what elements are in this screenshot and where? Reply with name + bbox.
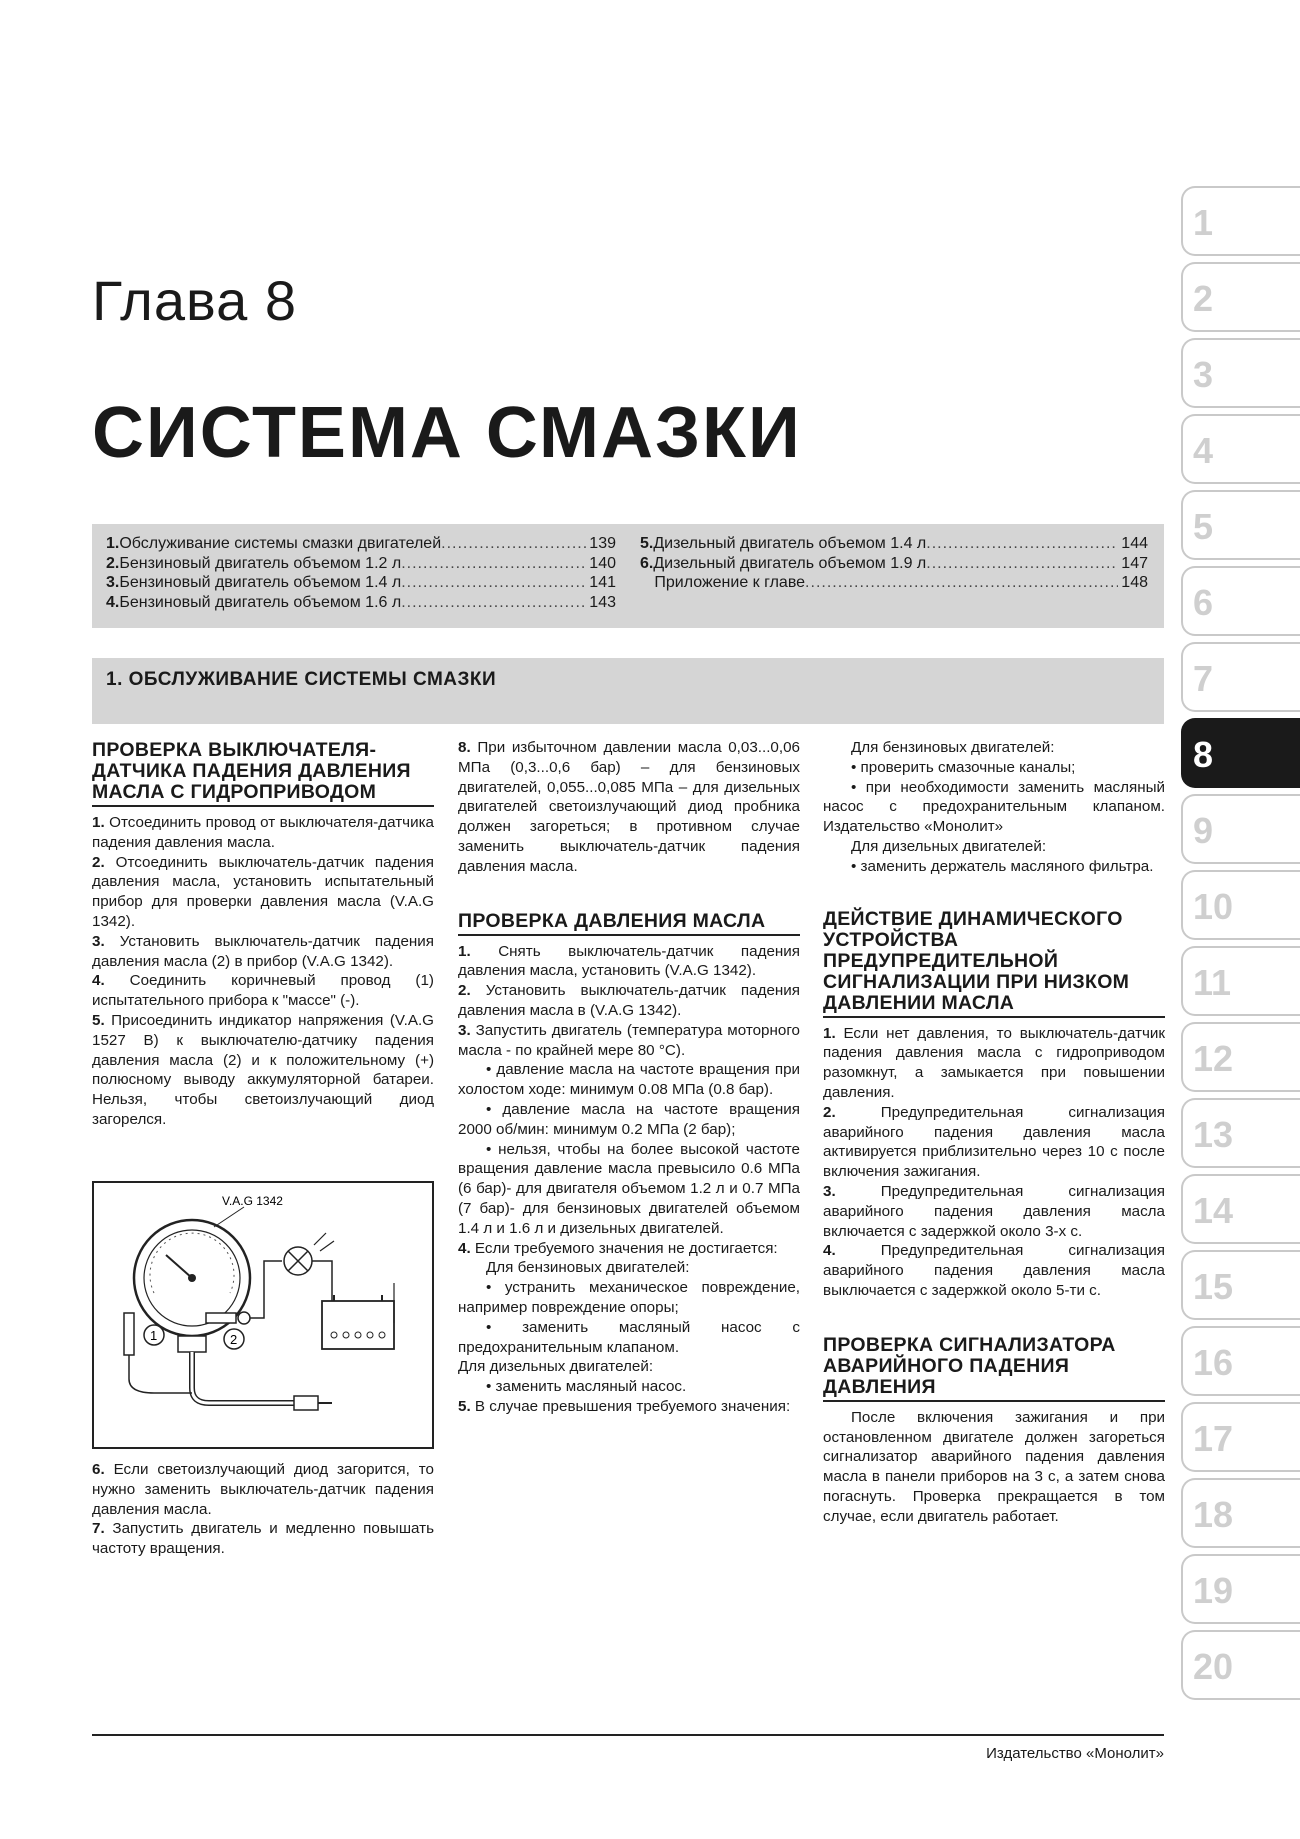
step-number: 8. [458,739,471,756]
toc-item[interactable] [106,534,616,554]
step-text: Снять выключатель-датчик падения давления масла, установить (V.A.G 1342). [458,942,800,980]
toc-item-page: 141 [589,574,616,591]
subgroup-label: Для дизельных двигателей: [458,1358,654,1376]
step-item [823,1024,1165,1103]
step-text: Отсоединить выключатель-датчик падения давления масла, установить испытательный прибор для проверки давления масла (V.A.G 1342). [92,853,434,930]
column-1-continued [92,1460,434,1559]
chapter-tab-18[interactable]: 18 [1181,1478,1300,1548]
chapter-tab-17[interactable]: 17 [1181,1402,1300,1472]
bullet-item: • проверить смазочные каналы; [851,758,1076,776]
step-text: Предупредительная сигнализация аварийного падения давления масла включается с задержкой около 3-х с. [823,1182,1165,1240]
step-text: Если нет давления, то выключатель-датчик падения давления масла с гидроприводом разомкнут, а замыкается при повышении давления. [823,1024,1165,1101]
bullet-item: • давление масла на частоте вращения 2000 об/мин: минимум 0.2 МПа (2 бар); [458,1100,800,1138]
step-number: 4. [823,1242,836,1260]
step-number: 3. [458,1021,471,1039]
step-item [458,1397,800,1417]
step-text: Предупредительная сигнализация аварийного падения давления масла активируется приблизительно через 10 с после включения зажигания. [823,1103,1165,1181]
chapter-tab-1[interactable]: 1 [1181,186,1300,256]
toc-item-page: 144 [1121,535,1148,552]
battery [322,1301,394,1349]
wire-to-battery [312,1261,332,1301]
step-number: 1. [458,942,471,960]
column-1 [92,740,434,1130]
step-item [458,942,800,982]
subgroup-label: Для бензиновых двигателей: [851,739,1055,756]
section-heading: 1. ОБСЛУЖИВАНИЕ СИСТЕМЫ СМАЗКИ [106,669,497,690]
step-item [92,1011,434,1130]
toc-item-title: Обслуживание системы смазки двигателей [119,535,442,552]
step-number: 7. [92,1520,105,1538]
step-item [458,1239,800,1259]
bullet-item: • устранить механическое повреждение, например повреждение опоры; [458,1279,800,1316]
chapter-tab-20[interactable]: 20 [1181,1630,1300,1700]
step-number: 4. [92,972,105,990]
subgroup-label: Для бензиновых двигателей: [486,1259,690,1277]
step-number: 4. [458,1239,471,1257]
step-number: 3. [823,1182,836,1200]
chapter-title: СИСТЕМА СМАЗКИ [92,393,802,473]
light-ray-1 [314,1233,326,1245]
step-text: Предупредительная сигнализация аварийного падения давления масла выключается с задержкой около 5-ти с. [823,1242,1165,1299]
figure-label: V.A.G 1342 [222,1194,283,1208]
hose-outer [192,1352,294,1403]
diagram-svg [94,1183,432,1447]
step-text: Соединить коричневый провод (1) испытательного прибора к "массе" (-). [92,972,434,1010]
toc-item-number: 4. [106,593,120,611]
gauge-stem [178,1336,206,1352]
callout-2: 2 [230,1332,238,1347]
step-item [458,1021,800,1061]
label-leader-line [214,1207,244,1227]
toc-item-number: 1. [106,535,120,552]
step-text: Установить выключатель-датчик падения давления масла (2) в прибор (V.A.G 1342). [92,932,434,970]
hose-fitting [294,1396,318,1410]
step-number: 3. [92,932,105,950]
section-heading-bar [92,658,1164,724]
sensor-body [206,1313,236,1323]
chapter-tab-2[interactable]: 2 [1181,262,1300,332]
step-number: 1. [823,1024,836,1042]
chapter-tab-7[interactable]: 7 [1181,642,1300,712]
toc-item-page: 143 [589,593,616,611]
toc-item-number: 6. [640,554,654,572]
toc-leader [805,573,1118,593]
toc-leader [926,554,1118,574]
toc-item-number: 5. [640,535,654,552]
step-item [458,738,800,877]
toc-item-title: Дизельный двигатель объемом 1.9 л [653,554,927,572]
step-number: 2. [823,1103,836,1121]
chapter-label: Глава 8 [92,269,297,332]
chapter-tab-13[interactable]: 13 [1181,1098,1300,1168]
bullet-item: • нельзя, чтобы на более высокой частоте вращения давление масла превысило 0.6 МПа (6 бар)- для двигателя объемом 1.2 л и 0.7 МПа (7 бар)- для бензиновых двигателей объемом 1.4 л и 1.6 л и дизельных двигателей. [458,1140,800,1237]
column-3 [823,738,1165,1527]
step-number: 5. [92,1011,105,1029]
chapter-tab-3[interactable]: 3 [1181,338,1300,408]
hose-inner [192,1352,294,1403]
step-item [92,813,434,853]
callout-1: 1 [150,1328,158,1343]
toc-item[interactable] [640,534,1148,554]
chapter-tab-9[interactable]: 9 [1181,794,1300,864]
gauge-needle [166,1255,192,1278]
step-item [823,1241,1165,1300]
col2-heading: ПРОВЕРКА ДАВЛЕНИЯ МАСЛА [458,911,800,936]
col3-heading-2: ПРОВЕРКА СИГНАЛИЗАТОРА АВАРИЙНОГО ПАДЕНИЯ ДАВЛЕНИЯ [823,1335,1165,1402]
footer-publisher: Издательство «Монолит» [986,1745,1164,1762]
step-item [458,981,800,1021]
step-text: Запустить двигатель (температура моторного масла - по крайней мере 80 °C). [458,1021,800,1059]
step-number: 6. [92,1461,105,1478]
step-number: 5. [458,1397,471,1415]
toc-item-page: 148 [1121,574,1148,591]
step-number: 2. [458,982,471,1000]
toc-item-title: Бензиновый двигатель объемом 1.2 л [119,554,402,572]
chapter-tab-11[interactable]: 11 [1181,946,1300,1016]
step-number: 1. [92,814,105,831]
pressure-tester-diagram [92,1181,434,1449]
brown-wire-clip [124,1313,134,1355]
footer-rule [92,1734,1164,1736]
step-text: Установить выключатель-датчик падения давления масла в (V.A.G 1342). [458,982,800,1019]
toc-item[interactable] [640,573,1148,593]
step-text: В случае превышения требуемого значения: [474,1397,791,1415]
toc-item-title: Дизельный двигатель объемом 1.4 л [653,535,927,552]
toc-leader [401,593,586,613]
step-item [823,1103,1165,1182]
column-2 [458,738,800,1417]
toc-right-column [640,534,1148,593]
bullet-item: • давление масла на частоте вращения при холостом ходе: минимум 0.08 МПа (0.8 бар). [458,1061,800,1099]
toc-item[interactable] [640,554,1148,574]
col1-heading: ПРОВЕРКА ВЫКЛЮЧАТЕЛЯ-ДАТЧИКА ПАДЕНИЯ ДАВЛЕНИЯ МАСЛА С ГИДРОПРИВОДОМ [92,740,434,807]
chapter-tab-10[interactable]: 10 [1181,870,1300,940]
chapter-tab-5[interactable]: 5 [1181,490,1300,560]
chapter-tab-16[interactable]: 16 [1181,1326,1300,1396]
toc-item-page: 139 [589,535,616,552]
chapter-tab-4[interactable]: 4 [1181,414,1300,484]
toc-item[interactable] [106,554,616,574]
step-text: Если светоизлучающий диод загорится, то нужно заменить выключатель-датчик падения давления масла. [92,1461,434,1518]
step-text: При избыточном давлении масла 0,03...0,06 МПа (0,3...0,6 бар) – для бензиновых двигателей, 0,055...0,085 МПа – для дизельных двигателей светоизлучающий диод пробника должен загореться; в противном случае заменить выключатель-датчик падения давления масла. [458,739,800,875]
step-item [92,971,434,1011]
toc-item-number: 3. [106,574,120,591]
toc-leader [441,534,586,554]
toc-item[interactable] [106,593,616,613]
chapter-tab-8-active[interactable]: 8 [1181,718,1300,788]
step-item [92,1519,434,1559]
light-ray-2 [320,1241,334,1251]
toc-item-title: Бензиновый двигатель объемом 1.6 л [119,593,402,611]
step-text: Присоединить индикатор напряжения (V.A.G 1527 B) к выключателю-датчику падения давления масла (2) и к положительному (+) полюсному выводу аккумуляторной батареи. Нельзя, чтобы светоизлучающий диод загорелся. [92,1011,434,1128]
subgroup-label: Для дизельных двигателей: [851,837,1047,855]
step-text: Отсоединить провод от выключателя-датчика падения давления масла. [92,814,434,851]
chapter-tab-6[interactable]: 6 [1181,566,1300,636]
step-item [823,1182,1165,1241]
toc-item-page: 140 [589,554,616,572]
bullet-item: • заменить масляный насос. [486,1378,687,1396]
step-text: Если требуемого значения не достигается: [474,1239,778,1257]
toc-item[interactable] [106,573,616,593]
toc-leader [926,534,1118,554]
wire-to-lamp [250,1261,282,1318]
step-item [92,1460,434,1519]
toc-leader [401,554,586,574]
brown-wire [129,1355,192,1393]
toc-leader [401,573,586,593]
toc-left-column [106,534,616,612]
paragraph: После включения зажигания и при остановленном двигателе должен загореться сигнализатор аварийного падения давления масла в панели приборов на 3 с, а затем снова погаснуть. Проверка прекращается в том случае, если двигатель работает. [823,1408,1165,1525]
step-number: 2. [92,853,105,871]
step-item [92,932,434,972]
gauge-scale [150,1233,234,1293]
step-item [92,853,434,932]
toc-item-page: 147 [1121,554,1148,572]
step-text: Запустить двигатель и медленно повышать частоту вращения. [92,1520,434,1558]
bullet-item: • при необходимости заменить масляный насос с предохранительным клапаном. Издательство «Монолит» [823,778,1165,836]
chapter-tab-15[interactable]: 15 [1181,1250,1300,1320]
bullet-item: • заменить масляный насос с предохранительным клапаном. [458,1318,800,1356]
table-of-contents [92,524,1164,628]
toc-item-title: Бензиновый двигатель объемом 1.4 л [119,574,402,591]
col3-heading-1: ДЕЙСТВИЕ ДИНАМИЧЕСКОГО УСТРОЙСТВА ПРЕДУПРЕДИТЕЛЬНОЙ СИГНАЛИЗАЦИИ ПРИ НИЗКОМ ДАВЛЕНИИ МАСЛА [823,909,1165,1018]
toc-item-title: Приложение к главе [654,574,806,591]
bullet-item: • заменить держатель масляного фильтра. [851,857,1154,875]
chapter-tab-19[interactable]: 19 [1181,1554,1300,1624]
chapter-tab-12[interactable]: 12 [1181,1022,1300,1092]
toc-item-number: 2. [106,554,120,572]
chapter-tab-14[interactable]: 14 [1181,1174,1300,1244]
sensor-tip [238,1312,250,1324]
